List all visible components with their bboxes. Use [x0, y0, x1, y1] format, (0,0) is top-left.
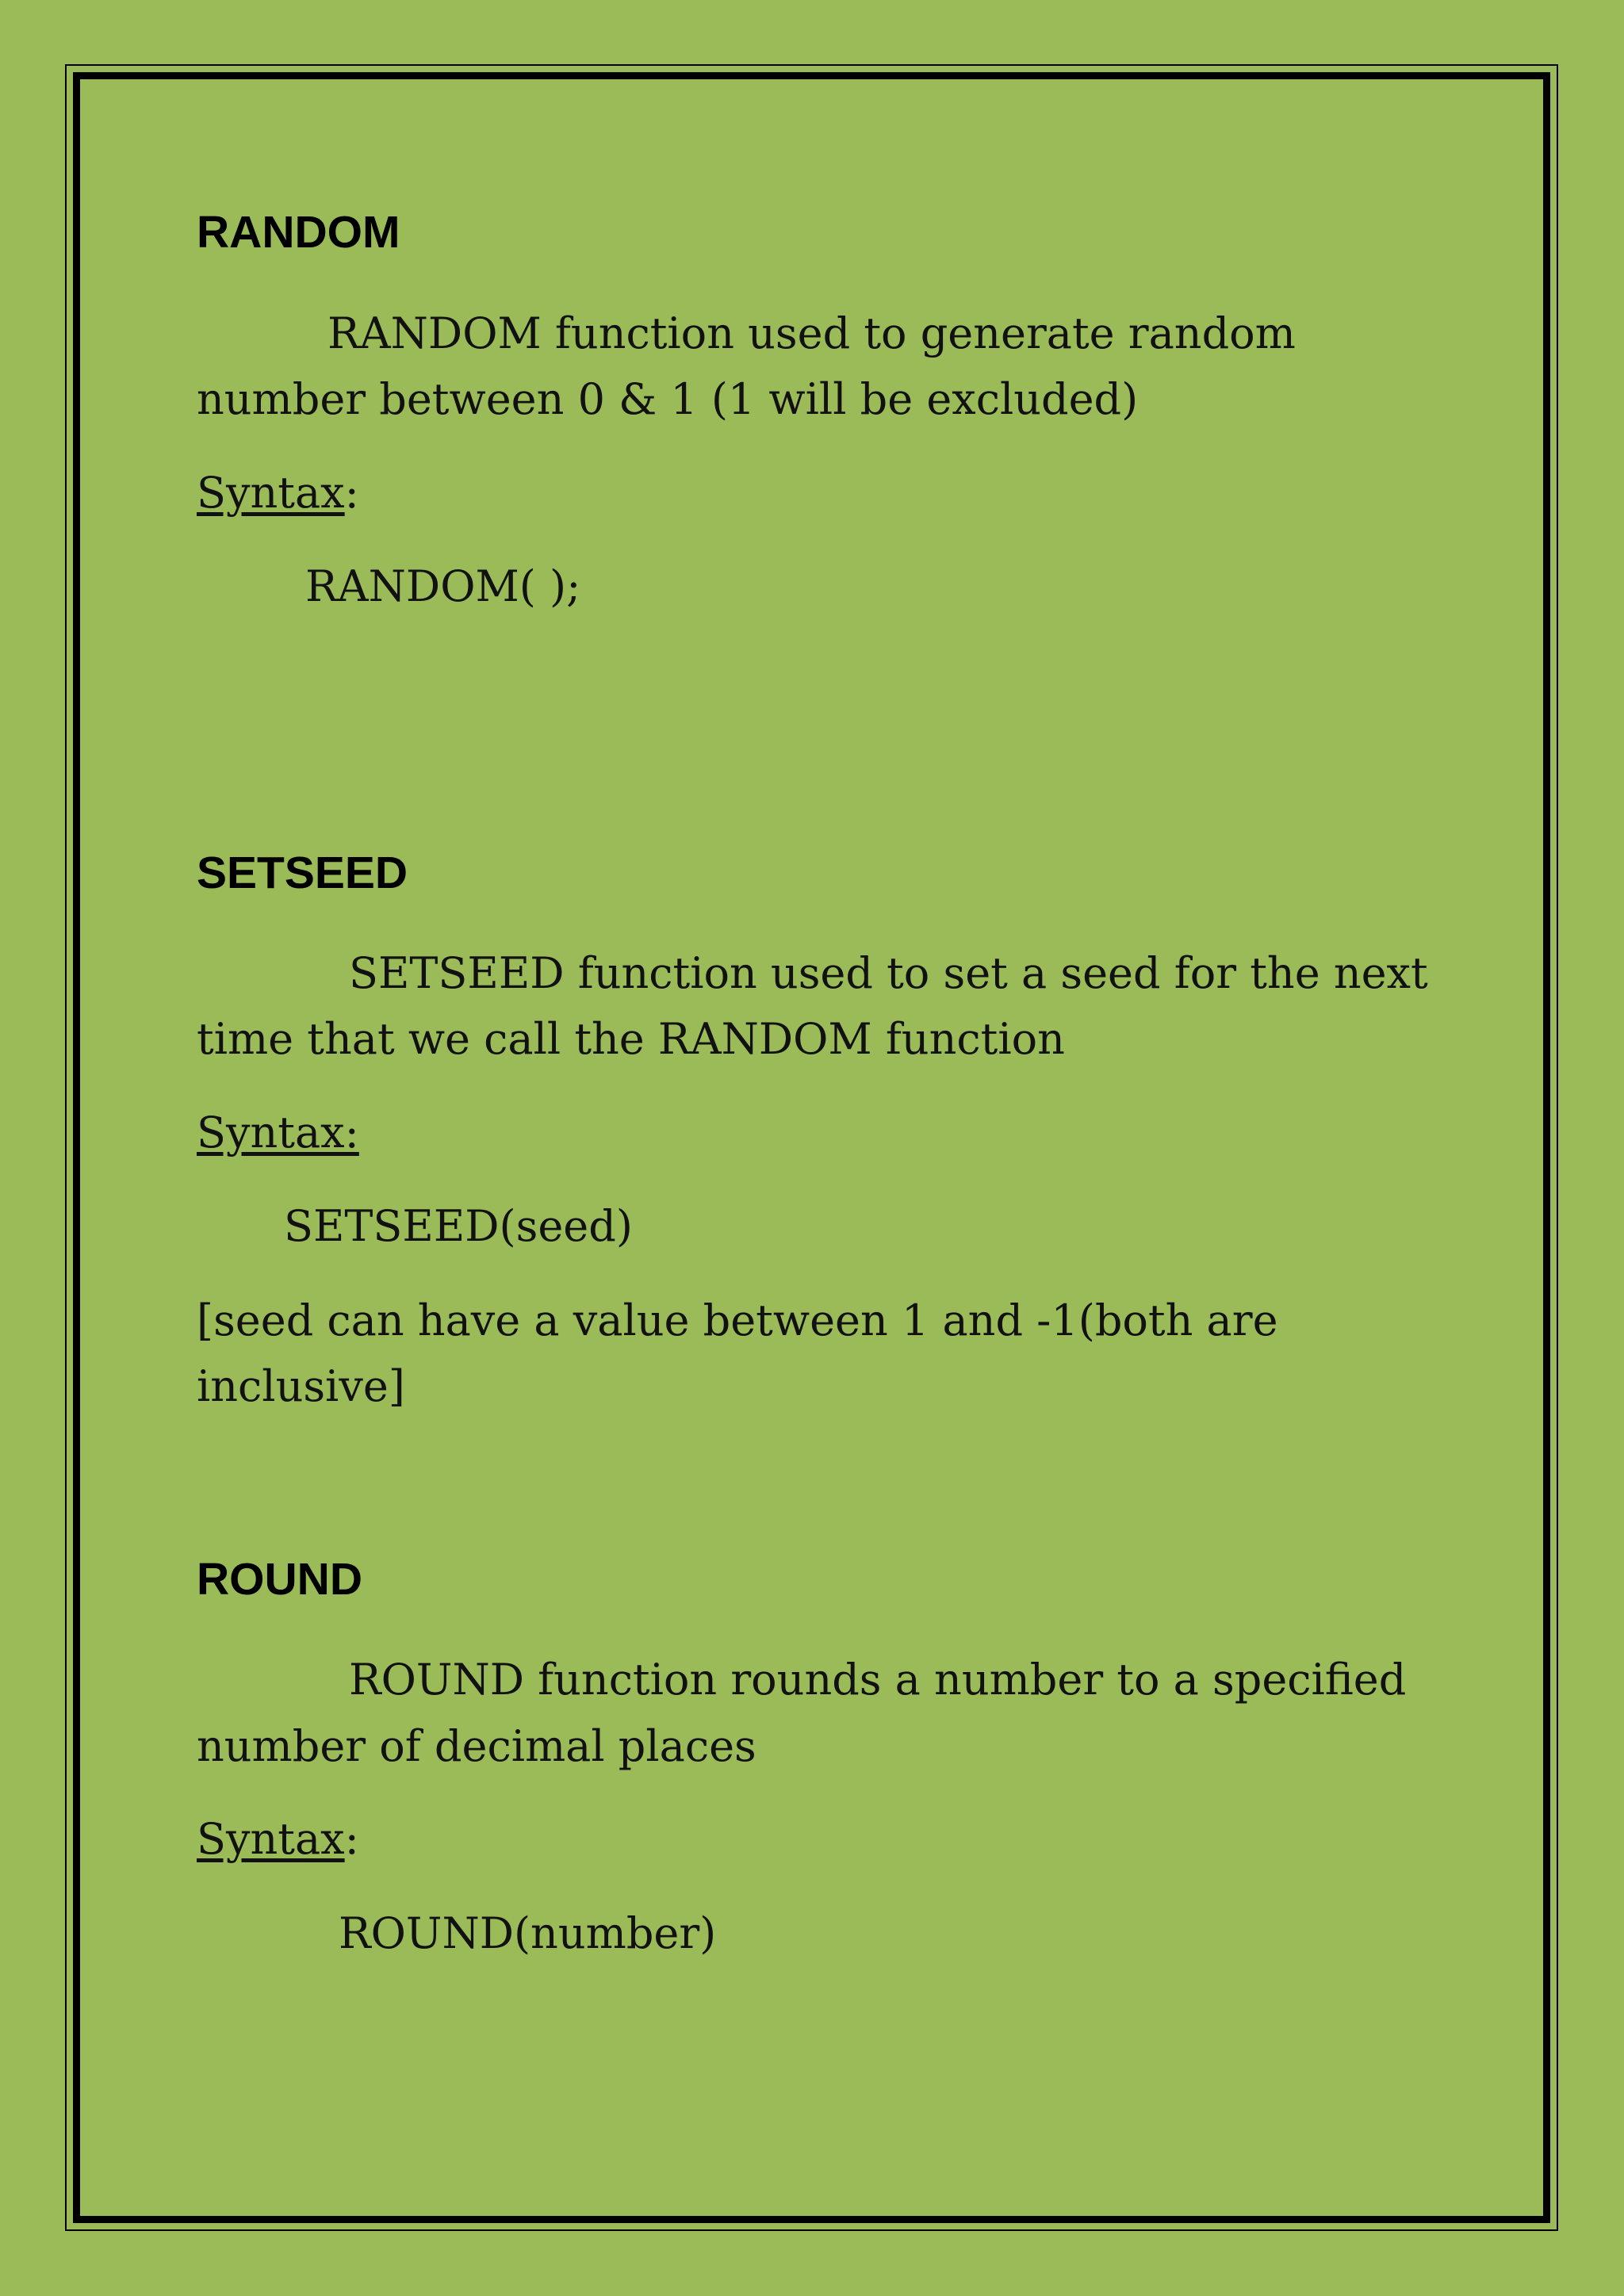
setseed-syntax-code: SETSEED(seed)	[284, 1201, 633, 1251]
random-description-line2: number between 0 & 1 (1 will be excluded)	[197, 374, 1139, 424]
syntax-colon: :	[344, 468, 359, 518]
syntax-word: Syntax	[197, 468, 345, 518]
setseed-description-line2: time that we call the RANDOM function	[197, 1014, 1065, 1064]
round-syntax-label	[197, 1806, 359, 1873]
heading-random: RANDOM	[197, 207, 400, 258]
syntax-word: Syntax	[197, 1814, 345, 1864]
syntax-colon: :	[344, 1814, 359, 1864]
random-syntax-code: RANDOM( );	[305, 561, 581, 611]
round-description-line1: ROUND function rounds a number to a specified	[349, 1655, 1407, 1705]
random-description-line1: RANDOM function used to generate random	[327, 308, 1296, 358]
setseed-note-line1: [seed can have a value between 1 and -1(both are	[197, 1295, 1278, 1345]
round-description-line2: number of decimal places	[197, 1721, 756, 1771]
random-syntax-label	[197, 460, 359, 526]
setseed-syntax-label	[197, 1100, 359, 1166]
heading-round: ROUND	[197, 1554, 362, 1605]
setseed-note-line2: inclusive]	[197, 1361, 405, 1411]
round-syntax-code: ROUND(number)	[339, 1908, 717, 1958]
syntax-word: Syntax:	[197, 1108, 359, 1158]
heading-setseed: SETSEED	[197, 848, 408, 898]
setseed-description-line1: SETSEED function used to set a seed for the next	[349, 948, 1428, 998]
